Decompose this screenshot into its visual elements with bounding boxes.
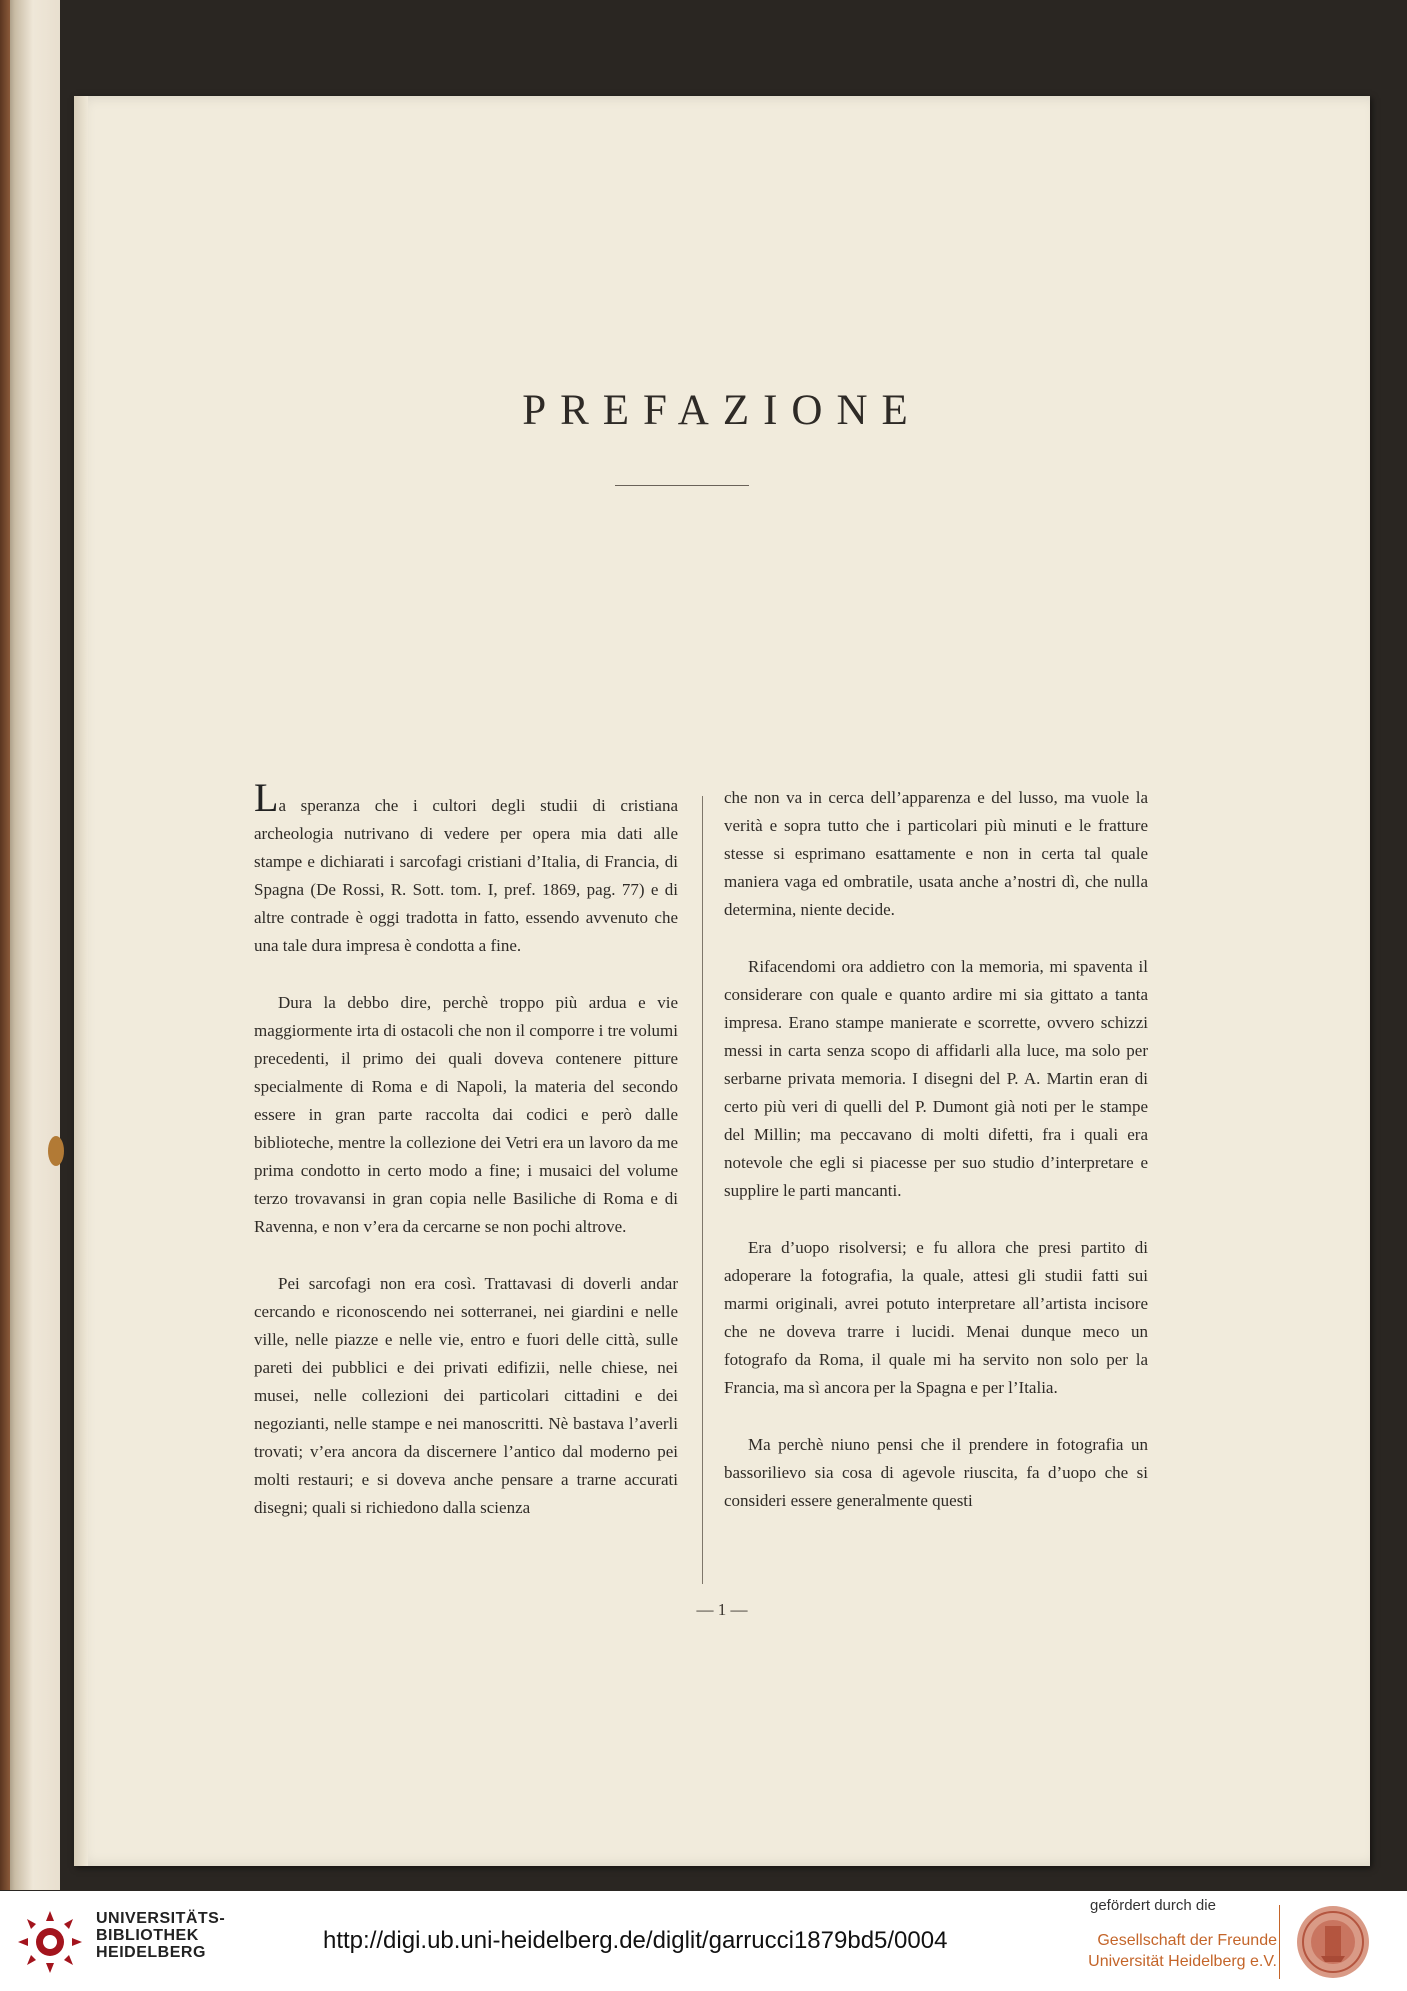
paragraph: Ma perchè niuno pensi che il prendere in fotografia un bassorilievo sia cosa di agevole riuscita, fa d’uopo che si consideri essere generalmente questi [724,1435,1148,1510]
paragraph: Pei sarcofagi non era così. Trattavasi di doverli andar cercando e riconoscendo nei sotterranei, nei giardini e nelle ville, nelle piazze e nelle vie, entro e fuori delle città, sulle pareti dei pubblici e dei privati edifizii, nelle chiese, nei musei, nelle collezioni dei particolari cittadini e dei negozianti, nelle stampe e nei manoscritti. Nè bastava l’averli trovati; v’era ancora da discernere l’antico dal moderno pei molti restauri; e si doveva anche pensare a trarne accurati disegni; quali si richiedono dalla scienza [254,1274,678,1517]
footer-band [0,1891,1407,1991]
column-divider [702,796,703,1584]
title-rule [615,485,749,486]
university-library-logo-icon [14,1907,86,1977]
paragraph: Dura la debbo dire, perchè troppo più ardua e vie maggiormente irta di ostacoli che non il comporre i tre volumi precedenti, il primo dei quali doveva contenere pitture specialmente di Roma e di Napoli, la materia del secondo essere in gran parte raccolta dai codici e però dalle biblioteche, mentre la collezione dei Vetri era un lavoro da me prima condotto in certo modo a fine; i musaici del volume terzo trovavansi in gran copia nelle Basiliche di Roma e di Ravenna, e non v’era da cercarne se non pochi altrove. [254,993,678,1236]
right-text-column [724,784,1148,1544]
paragraph: Rifacendomi ora addietro con la memoria, mi spaventa il considerare con quale e quanto ardire mi sia gittato a tanta impresa. Erano stampe manierate e scorrette, ovvero schizzi messi in carta senza scopo di affidarli alla luce, ma solo per serbarne privata memoria. I disegni del P. A. Martin eran di certo più veri di quelli del P. Dumont già noti per le stampe del Millin; ma peccavano di molti difetti, fra i quali era notevole che egli si piacesse per suo studio d’interpretare e supplire le parti mancanti. [724,957,1148,1200]
library-name: UNIVERSITÄTS- BIBLIOTHEK HEIDELBERG [96,1910,226,1961]
permalink-url[interactable]: http://digi.ub.uni-heidelberg.de/diglit/garrucci1879bd5/0004 [323,1927,948,1954]
drop-cap: L [254,775,279,820]
sponsor-caption: gefördert durch die [1090,1897,1216,1914]
paragraph-text: a speranza che i cultori degli studii di cristiana archeologia nutrivano di vedere per opera mia dati alle stampe e dichiarati i sarcofagi cristiani d’Italia, di Francia, di Spagna (De Rossi, R. Sott. tom. I, pref. 1869, pag. 77) e di altre contrade è oggi tradotta in fatto, essendo avvenuto che una tale dura impresa è condotta a fine. [254,796,678,955]
sponsor-name: Gesellschaft der Freunde Universität Heidelberg e.V. [1088,1932,1277,1970]
paragraph: Era d’uopo risolversi; e fu allora che presi partito di adoperare la fotografia, la quale, attesi gli studii fatti sui marmi originali, avrei potuto interpretare all’artista incisore che ne doveva trarre i lucidi. Menai dunque meco un fotografo da Roma, il quale mi ha servito non solo per la Francia, ma sì ancora per la Spagna e per l’Italia. [724,1238,1148,1397]
spine-stripe [0,0,10,1890]
paragraph [254,775,678,960]
page-number: — 1 — [696,1600,748,1619]
page-title: PREFAZIONE [522,387,922,434]
book-binding-edge [0,0,60,1890]
paragraph: che non va in cerca dell’apparenza e del lusso, ma vuole la verità e sopra tutto che i particolari più minuti e le fratture stesse si esprimano esattamente e non in certa tal quale maniera vaga ed ombratile, usata anche a’nostri dì, che nulla determina, niente decide. [724,788,1148,919]
scanned-page [74,96,1370,1866]
paper-stain [48,1136,64,1166]
university-seal-icon [1295,1904,1371,1980]
left-text-column [254,775,678,1551]
sponsor-divider [1279,1905,1280,1979]
